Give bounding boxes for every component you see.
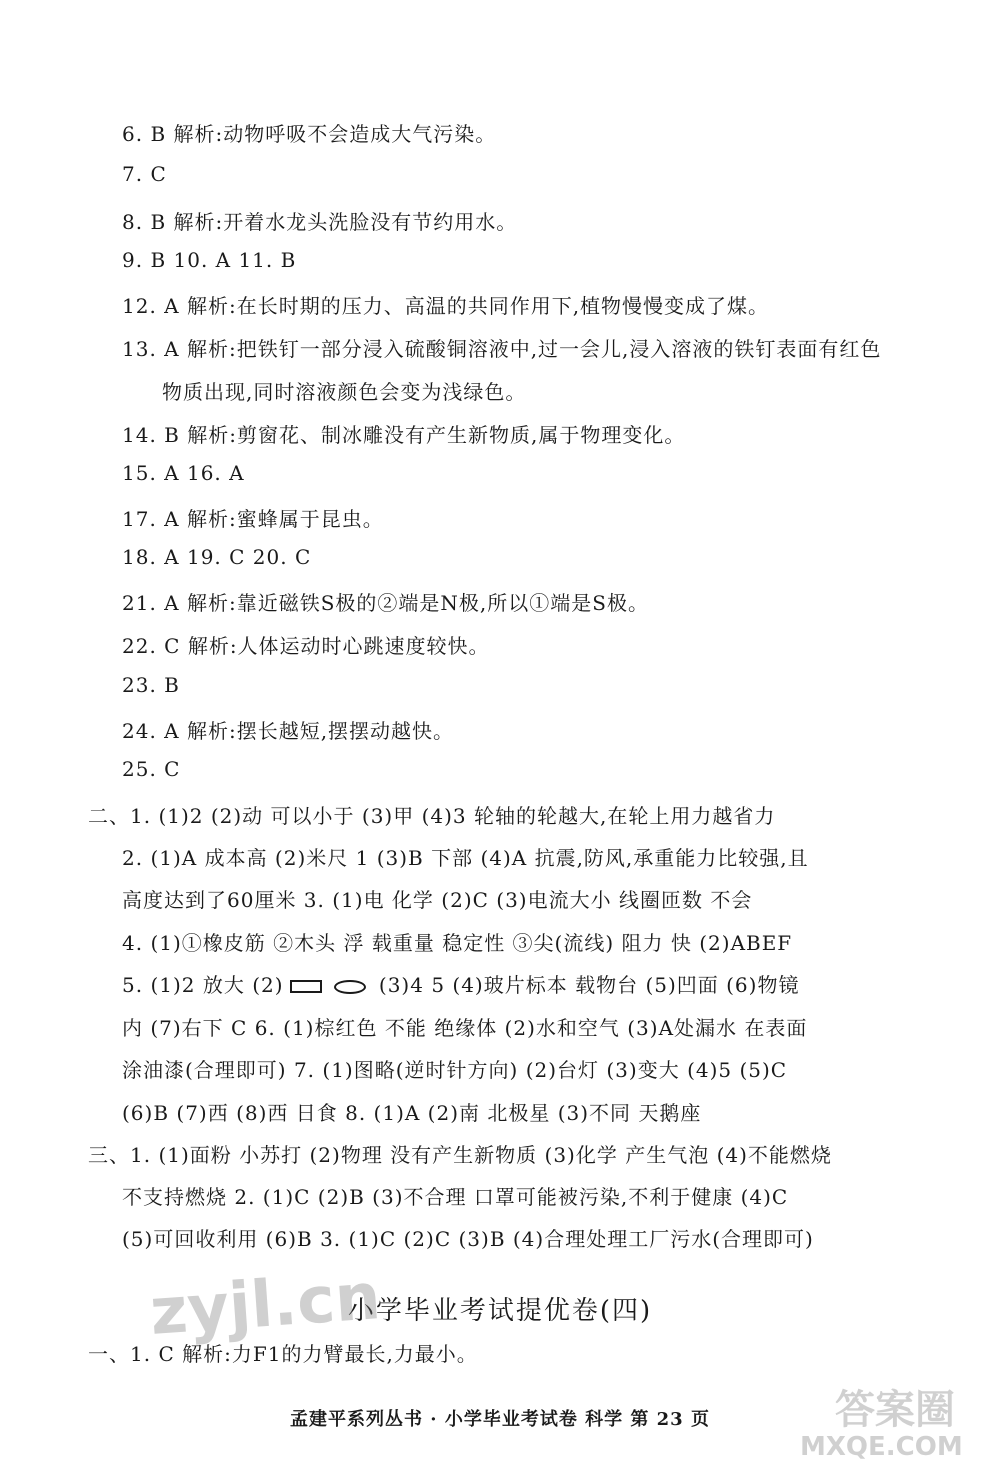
oval-symbol-icon <box>334 980 366 994</box>
page-footer: 孟建平系列丛书 · 小学毕业考试卷 科学 第 23 页 <box>290 1409 710 1430</box>
answer-line-5 <box>122 969 799 998</box>
watermark-daanquan: 答案圈 <box>835 1387 955 1433</box>
answer-line: 13. A 解析:把铁钉一部分浸入硫酸铜溶液中,过一会儿,浸入溶液的铁钉表面有红色 <box>122 337 882 361</box>
rectangle-symbol-icon <box>290 980 322 993</box>
line5-pre: 5. (1)2 放大 (2) <box>122 973 284 997</box>
answer-line: 物质出现,同时溶液颜色会变为浅绿色。 <box>162 380 527 404</box>
answer-line: 6. B 解析:动物呼吸不会造成大气污染。 <box>122 122 497 146</box>
answer-line: 12. A 解析:在长时期的压力、高温的共同作用下,植物慢慢变成了煤。 <box>122 294 770 318</box>
answer-line: 25. C <box>122 757 181 781</box>
answer-line: 4. (1)①橡皮筋 ②木头 浮 载重量 稳定性 ③尖(流线) 阻力 快 (2)ABEF <box>122 931 793 955</box>
answer-line: 9. B 10. A 11. B <box>122 248 297 272</box>
line5-post: (3)4 5 (4)玻片标本 载物台 (5)凹面 (6)物镜 <box>371 973 800 997</box>
answer-line: 7. C <box>122 162 167 186</box>
watermark-zyjl: zyjl.cn <box>147 1260 383 1350</box>
answer-line: 15. A 16. A <box>122 461 245 485</box>
answer-line: 二、1. (1)2 (2)动 可以小于 (3)甲 (4)3 轮轴的轮越大,在轮上用力越省力 <box>88 804 776 828</box>
section-title: 小学毕业考试提优卷(四) <box>347 1296 653 1326</box>
answer-line: 18. A 19. C 20. C <box>122 545 312 569</box>
answer-line: 2. (1)A 成本高 (2)米尺 1 (3)B 下部 (4)A 抗震,防风,承重能力比较强,且 <box>122 846 809 870</box>
answer-line: 21. A 解析:靠近磁铁S极的②端是N极,所以①端是S极。 <box>122 591 649 615</box>
answer-line: 涂油漆(合理即可) 7. (1)图略(逆时针方向) (2)台灯 (3)变大 (4)5 (5)C <box>122 1058 788 1082</box>
answer-line: 一、1. C 解析:力F1的力臂最长,力最小。 <box>88 1342 478 1366</box>
answer-line: 17. A 解析:蜜蜂属于昆虫。 <box>122 507 384 531</box>
answer-line: 14. B 解析:剪窗花、制冰雕没有产生新物质,属于物理变化。 <box>122 423 686 447</box>
answer-line: 23. B <box>122 673 180 697</box>
answer-line: 不支持燃烧 2. (1)C (2)B (3)不合理 口罩可能被污染,不利于健康 (4)C <box>122 1185 789 1209</box>
answer-line: 高度达到了60厘米 3. (1)电 化学 (2)C (3)电流大小 线圈匝数 不会 <box>122 888 753 912</box>
answer-line: 22. C 解析:人体运动时心跳速度较快。 <box>122 634 490 658</box>
answer-line: 三、1. (1)面粉 小苏打 (2)物理 没有产生新物质 (3)化学 产生气泡 (4)不能燃烧 <box>88 1143 832 1167</box>
answer-line: (5)可回收利用 (6)B 3. (1)C (2)C (3)B (4)合理处理工厂污水(合理即可) <box>122 1227 814 1251</box>
watermark-mxqe: MXQE.COM <box>800 1432 963 1462</box>
answer-line: 8. B 解析:开着水龙头洗脸没有节约用水。 <box>122 210 518 234</box>
answer-line: 24. A 解析:摆长越短,摆摆动越快。 <box>122 719 455 743</box>
answer-line: (6)B (7)西 (8)西 日食 8. (1)A (2)南 北极星 (3)不同 天鹅座 <box>122 1101 702 1125</box>
answer-line: 内 (7)右下 C 6. (1)棕红色 不能 绝缘体 (2)水和空气 (3)A处漏水 在表面 <box>122 1016 808 1040</box>
